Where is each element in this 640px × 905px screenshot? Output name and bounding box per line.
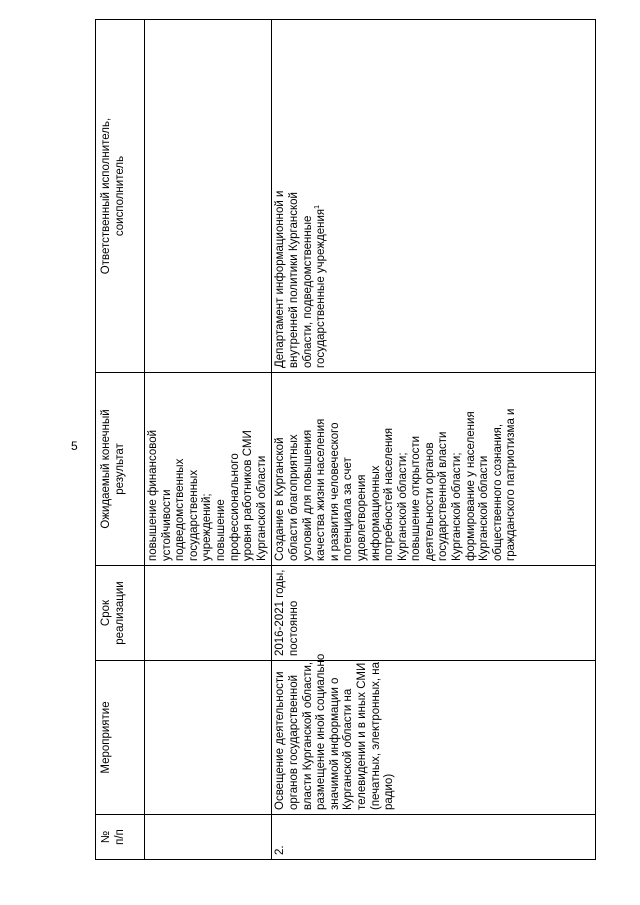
cell-responsible-empty <box>145 20 272 373</box>
header-term: Срок реализации <box>96 566 145 661</box>
responsible-text-line: Департамент информационной и <box>274 190 287 368</box>
result-text-line: государственных <box>187 469 200 561</box>
result-text-line: области благоприятных <box>287 434 300 561</box>
result-text-line: и развития человеческого <box>328 422 341 561</box>
rotated-page-content <box>95 20 595 860</box>
result-text-line: качества жизни населения <box>315 418 328 561</box>
cell-term <box>272 566 596 661</box>
result-text-line: формирование у населения <box>464 411 477 561</box>
result-text-line: устойчивости <box>160 489 173 561</box>
activity-text-line: власти Курганской области, <box>301 661 314 810</box>
table-row-continuation <box>145 20 272 860</box>
header-number: № п/п <box>96 815 145 860</box>
result-text-line: удовлетворения <box>355 474 368 561</box>
result-text-line: повышение финансовой <box>147 429 159 561</box>
responsible-text-line: области, подведомственные <box>301 215 314 368</box>
result-text-line: Курганской области <box>255 455 268 561</box>
result-text-line: учреждений; <box>201 493 214 561</box>
responsible-text-line: государственные учреждения$^1$ <box>314 204 328 368</box>
result-text-line: Курганской области; <box>451 452 464 561</box>
activity-text-line: размещение иной социально <box>315 653 328 810</box>
activity-text-line: значимой информации о <box>328 677 341 810</box>
cell-activity <box>272 653 596 815</box>
result-text-line: Курганской области <box>478 455 491 561</box>
activity-text-line: органов государственной <box>287 674 300 810</box>
header-result: Ожидаемый конечный результат <box>96 373 145 566</box>
cell-number: 2. <box>272 815 596 860</box>
table-row-2 <box>272 20 596 860</box>
result-text-line: подведомственных <box>174 458 187 561</box>
result-text-line: потребностей населения <box>383 427 396 561</box>
activity-text-line: телевидении и в иных СМИ <box>355 662 368 810</box>
activity-text-line: Освещение деятельности <box>274 671 287 810</box>
result-text-line: государственной власти <box>437 431 450 561</box>
result-text-line: повышение открытости <box>410 435 423 561</box>
result-text-line: повышение <box>214 499 227 561</box>
result-text-line: уровня работников СМИ <box>242 430 255 561</box>
table-header-row <box>96 20 145 860</box>
result-text-line: Создание в Курганской <box>274 437 287 561</box>
result-text-line: условий для повышения <box>301 429 314 561</box>
cell-result-continued <box>145 373 272 566</box>
term-text-line: постоянно <box>287 600 300 656</box>
result-text-line: профессионального <box>228 453 241 561</box>
cell-activity-empty <box>145 661 272 815</box>
header-activity: Мероприятие <box>96 661 145 815</box>
cell-number-empty <box>145 815 272 860</box>
cell-term-empty <box>145 566 272 661</box>
result-text-line: общественного сознания, <box>491 423 504 561</box>
plan-table <box>95 19 596 860</box>
footnote-marker: 1 <box>314 204 322 209</box>
cell-responsible <box>272 20 596 373</box>
result-text-line: информационных <box>369 465 382 561</box>
header-responsible: Ответственный исполнитель, соисполнитель <box>96 20 145 373</box>
activity-text-line: радио) <box>383 773 396 810</box>
activity-text-line: (печатных, электронных, на <box>369 661 382 810</box>
term-text-line: 2016-2021 годы, <box>274 569 287 656</box>
page-number: 5 <box>71 439 78 453</box>
responsible-text-line: внутренней политики Курганской <box>287 192 300 368</box>
result-text-line: потенциала за счет <box>342 457 355 561</box>
result-text-line: гражданского патриотизма и <box>505 408 518 561</box>
activity-text-line: Курганской области на <box>342 688 355 810</box>
cell-result <box>272 373 596 566</box>
result-text-line: Курганской области; <box>396 452 409 561</box>
result-text-line: деятельности органов <box>423 442 436 561</box>
